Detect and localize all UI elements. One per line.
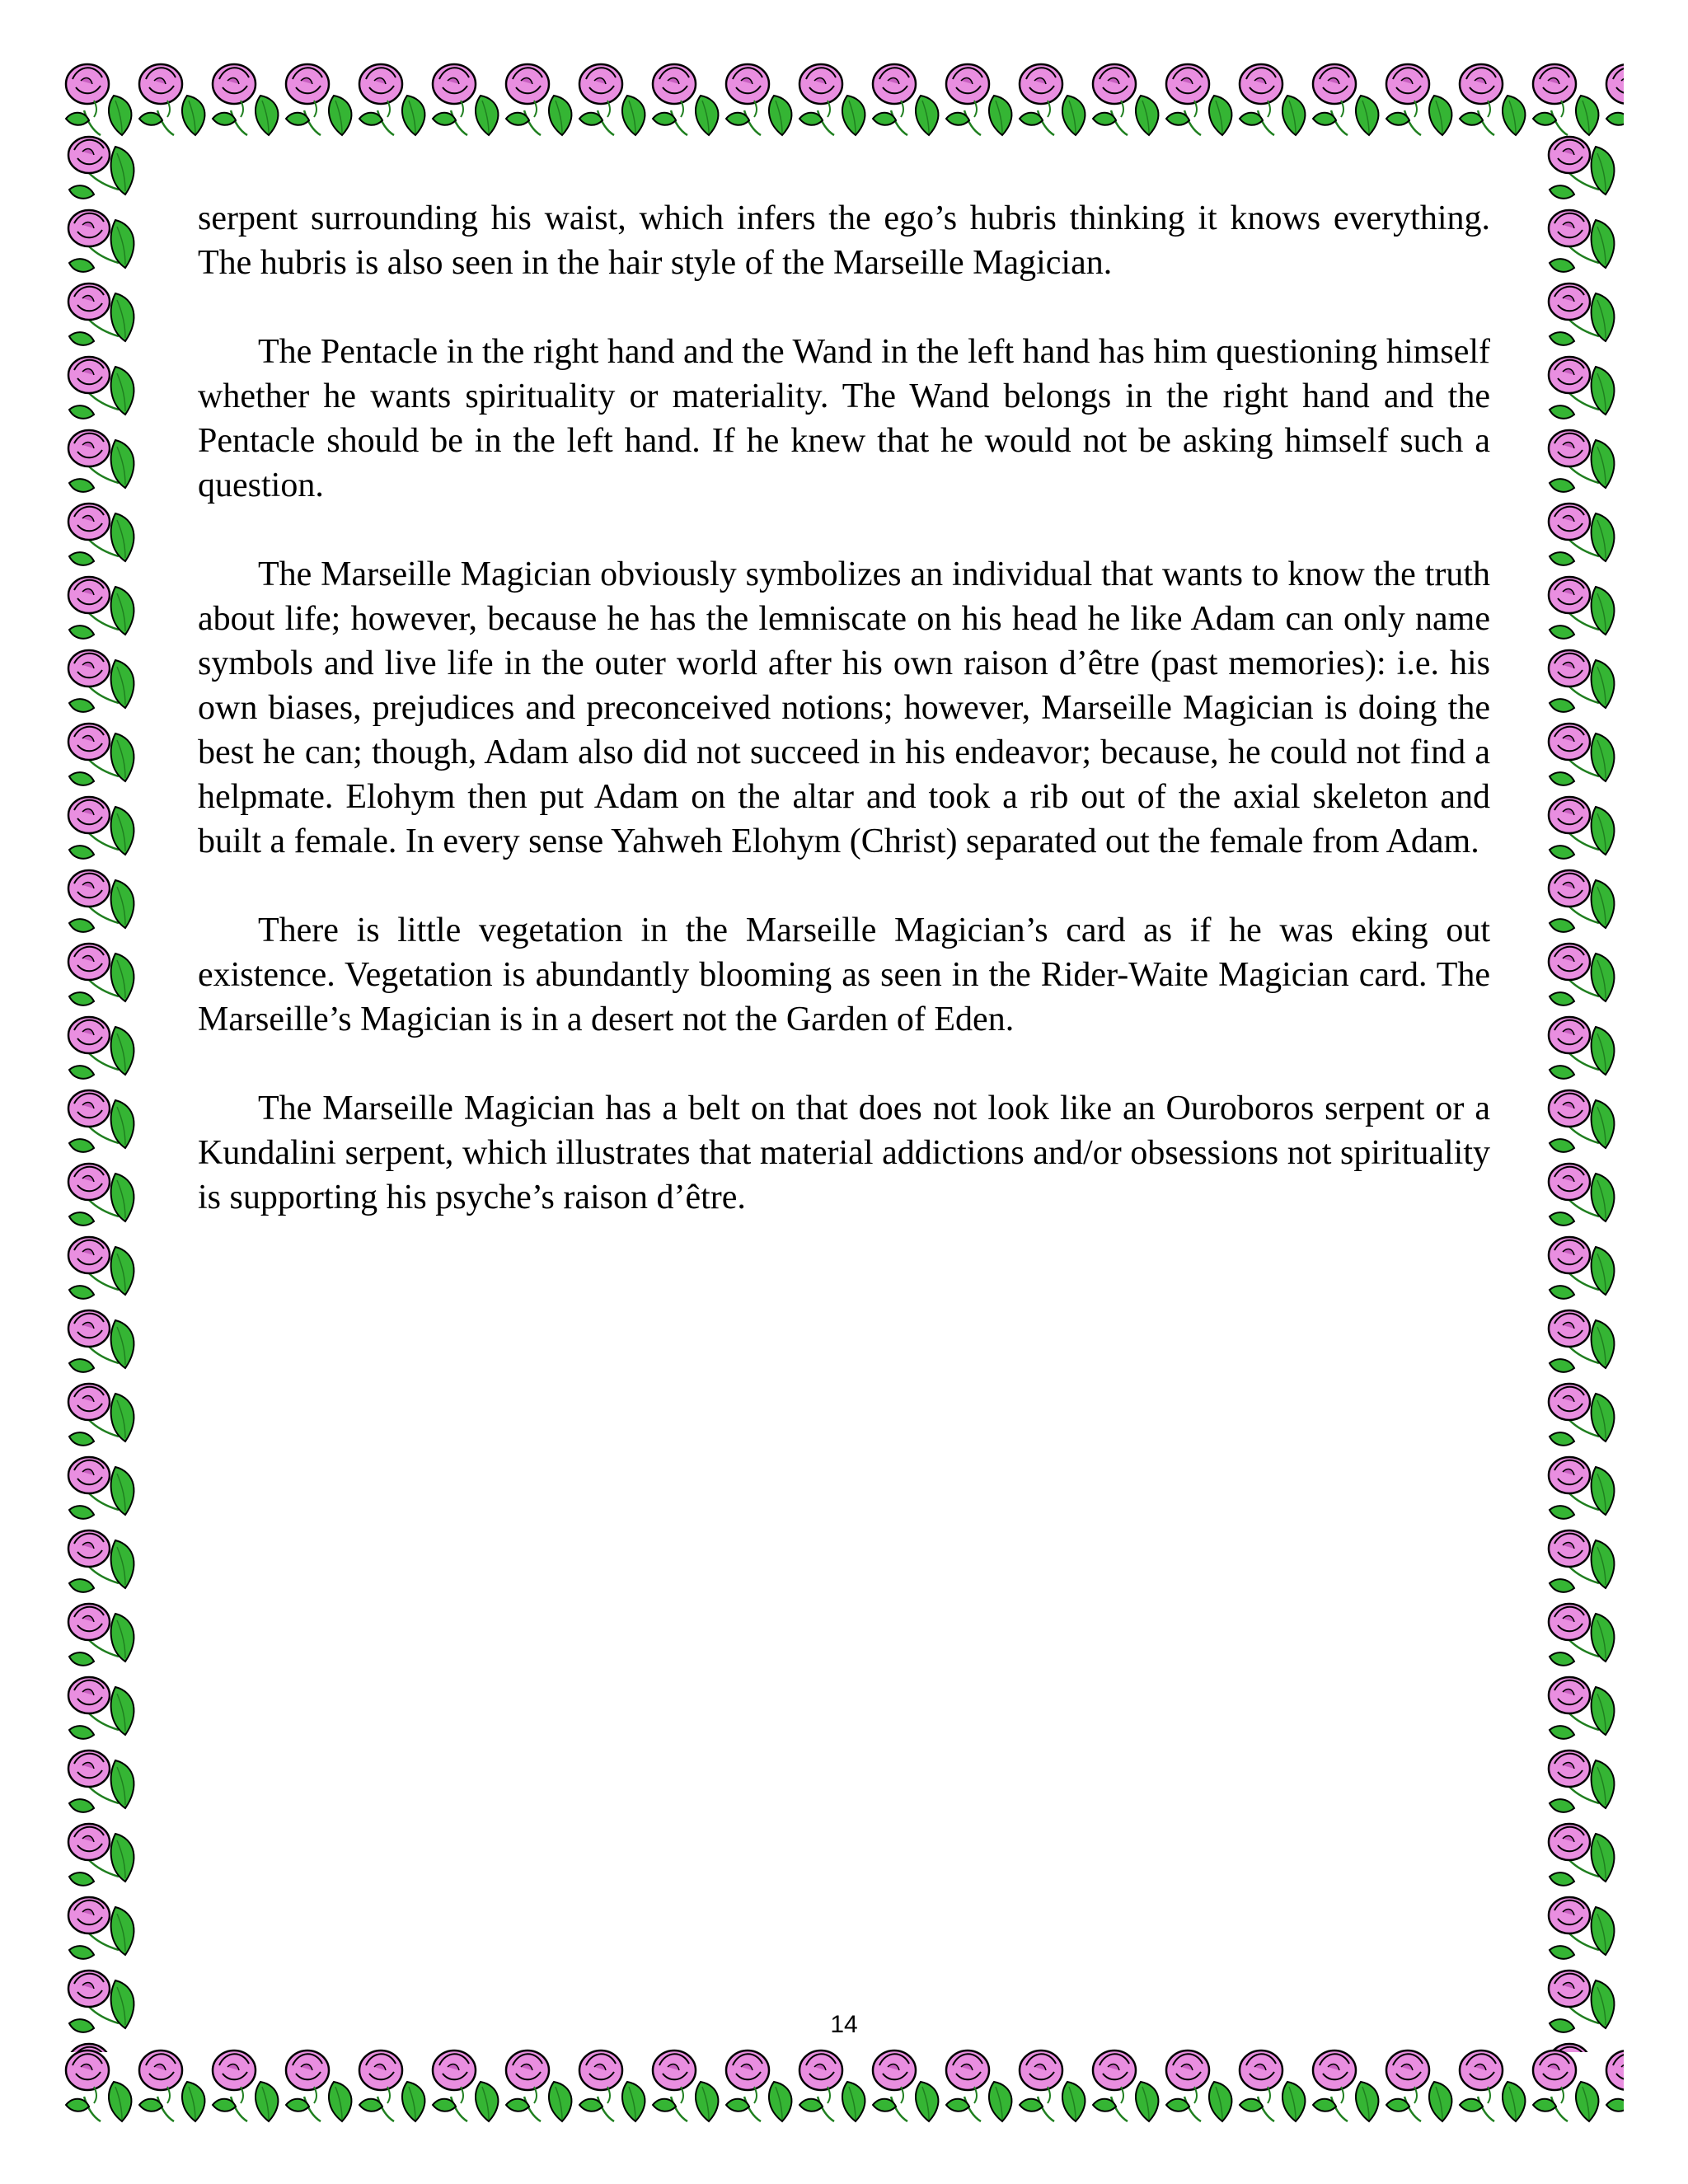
paragraph-pentacle-wand: The Pentacle in the right hand and the Wand in the left hand has him questioning himself whether he wants spirituality or materiality. The Wand belongs in the right hand and the Pentacle should be in the left hand. If he knew that he would not be asking himself such a question. [198, 333, 1490, 504]
page-body-text [198, 196, 1490, 1264]
rose-border-top-pattern-icon [64, 59, 1624, 138]
paragraph-vegetation: There is little vegetation in the Marseille Magician’s card as if he was eking out existence. Vegetation is abundantly blooming as seen in the Rider-Waite Magician card. The Marseille’s Magician is in a desert not the Garden of Eden. [198, 912, 1490, 1038]
rose-border-top [64, 59, 1624, 138]
rose-border-left-pattern-icon [64, 132, 143, 2052]
rose-border-bottom [64, 2046, 1624, 2125]
paragraph-marseille-magician-symbolism: The Marseille Magician obviously symbolizes an individual that wants to know the truth about life; however, because he has the lemniscate on his head he like Adam can only name symbols and live life in the outer world after his own raison d’être (past memories): i.e. his own biases, prejudices and preconceived notions; however, Marseille Magician is doing the best he can; though, Adam also did not succeed in his endeavor; because, he could not find a helpmate. Elohym then put Adam on the altar and took a rib out of the axial skeleton and built a female. In every sense Yahweh Elohym (Christ) separated out the female from Adam. [198, 555, 1490, 860]
paragraph-continuation: serpent surrounding his waist, which infers the ego’s hubris thinking it knows everything. The hubris is also seen in the hair style of the Marseille Magician. [198, 199, 1490, 282]
rose-border-right-pattern-icon [1545, 132, 1624, 2052]
rose-border-left [64, 132, 143, 2052]
rose-border-bottom-pattern-icon [64, 2046, 1624, 2125]
rose-border-right [1545, 132, 1624, 2052]
page-number: 14 [830, 2011, 858, 2038]
paragraph-belt: The Marseille Magician has a belt on that does not look like an Ouroboros serpent or a Kundalini serpent, which illustrates that material addictions and/or obsessions not spirituality is supporting his psyche’s raison d’être. [198, 1090, 1490, 1216]
